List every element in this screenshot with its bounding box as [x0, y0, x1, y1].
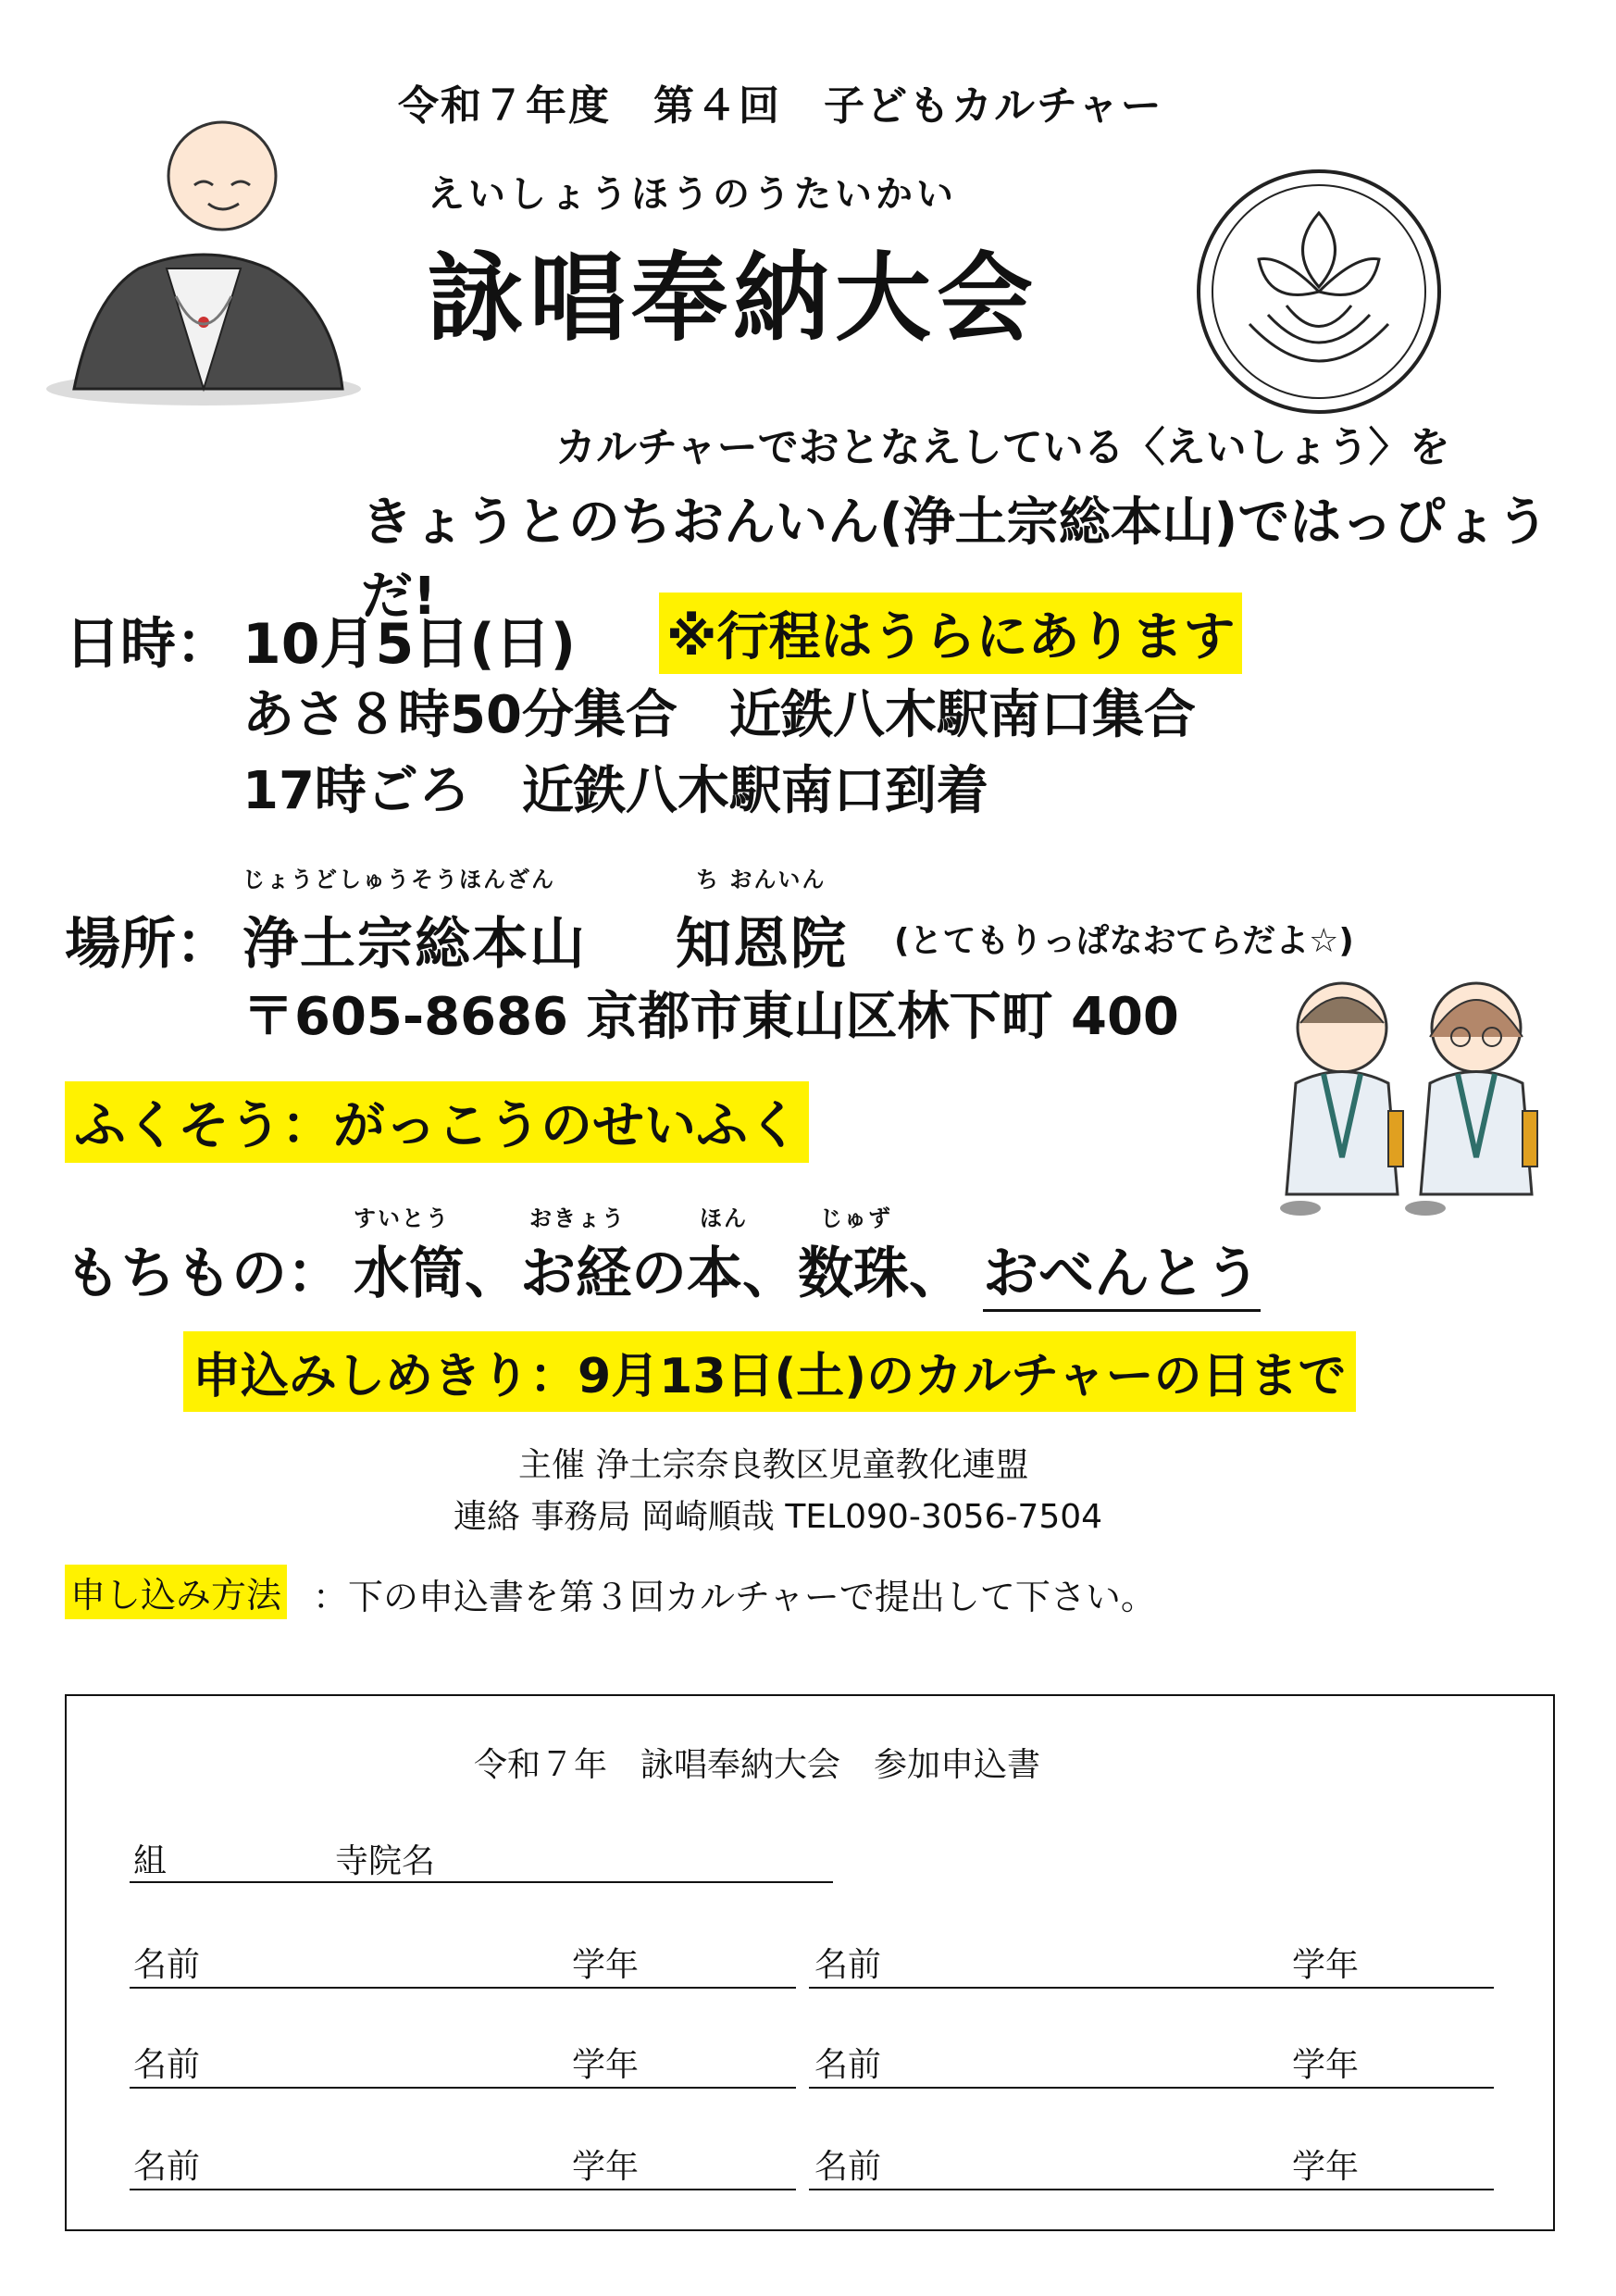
series-title: 令和７年度 第４回 子どもカルチャー	[398, 82, 1163, 130]
organizer-line-2: 連絡 事務局 岡崎順哉 TEL090-3056-7504	[454, 1498, 1103, 1536]
name-label: 名前	[133, 2148, 201, 2186]
grade-label: 学年	[1292, 2148, 1360, 2186]
intro-line-2: きょうとのちおんいん(浄土宗総本山)ではっぴょうだ!	[361, 493, 1549, 627]
place-comment: (とてもりっぱなおてらだよ☆)	[894, 922, 1354, 960]
grade-label: 学年	[572, 1946, 640, 1984]
ruby-okyou: おきょう	[529, 1205, 626, 1231]
name-label: 名前	[133, 1946, 201, 1984]
intro-line-1: カルチャーでおとなえしている〈えいしょう〉を	[555, 424, 1450, 471]
method-label: 申し込み方法	[65, 1565, 287, 1619]
page-title: 詠唱奉納大会	[428, 242, 1039, 355]
name-label: 名前	[814, 2046, 882, 2084]
arrival-time: 17時ごろ 近鉄八木駅南口到着	[242, 761, 988, 821]
crest-emblem	[1194, 167, 1444, 417]
ruby-juzu: じゅず	[820, 1205, 892, 1231]
items-lunch: おべんとう	[983, 1229, 1261, 1312]
name-label: 名前	[814, 1946, 882, 1984]
grade-label: 学年	[572, 2148, 640, 2186]
grade-label: 学年	[572, 2046, 640, 2084]
grade-label: 学年	[1292, 1946, 1360, 1984]
temple-input-line[interactable]	[130, 1881, 833, 1883]
student-input-line[interactable]	[130, 2087, 796, 2089]
monk-illustration	[37, 111, 370, 407]
grade-label: 学年	[1292, 2046, 1360, 2084]
place-address: 〒605-8686 京都市東山区林下町 400	[242, 987, 1179, 1047]
ruby-suitou: すいとう	[354, 1205, 450, 1231]
event-date: 10月5日(日)	[242, 612, 577, 677]
student-input-line[interactable]	[809, 1987, 1494, 1989]
name-label: 名前	[814, 2148, 882, 2186]
group-label: 組	[133, 1842, 168, 1880]
method-text: ：下の申込書を第３回カルチャーで提出して下さい。	[313, 1577, 1156, 1617]
dress-code: ふくそう：がっこうのせいふく	[65, 1081, 809, 1163]
schedule-note: ※行程はうらにあります	[659, 593, 1242, 674]
place-ruby-1: じょうどしゅうそうほんざん	[242, 867, 555, 892]
student-input-line[interactable]	[809, 2189, 1494, 2190]
children-illustration	[1259, 972, 1564, 1231]
meeting-time: あさ８時50分集合 近鉄八木駅南口集合	[242, 685, 1196, 745]
datetime-label: 日時：	[65, 612, 231, 677]
application-form	[65, 1694, 1555, 2231]
place-label: 場所：	[65, 912, 231, 977]
ruby-hon: ほん	[700, 1205, 748, 1231]
student-input-line[interactable]	[809, 2087, 1494, 2089]
organizer-line-1: 主催 浄土宗奈良教区児童教化連盟	[518, 1446, 1029, 1484]
place-ruby-2: ち おんいん	[696, 867, 827, 892]
items-list: 水筒、お経の本、数珠、	[354, 1242, 964, 1306]
student-input-line[interactable]	[130, 2189, 796, 2190]
name-label: 名前	[133, 2046, 201, 2084]
place-name-1: 浄土宗総本山	[242, 912, 587, 977]
items-label: もちもの：	[65, 1242, 342, 1306]
place-name-2: 知恩院	[676, 912, 848, 977]
student-input-line[interactable]	[130, 1987, 796, 1989]
application-deadline: 申込みしめきり：9月13日(土)のカルチャーの日まで	[183, 1331, 1356, 1412]
form-title: 令和７年 詠唱奉納大会 参加申込書	[474, 1746, 1041, 1784]
temple-label: 寺院名	[335, 1842, 436, 1880]
title-ruby: えいしょうほうのうたいかい	[428, 173, 957, 216]
